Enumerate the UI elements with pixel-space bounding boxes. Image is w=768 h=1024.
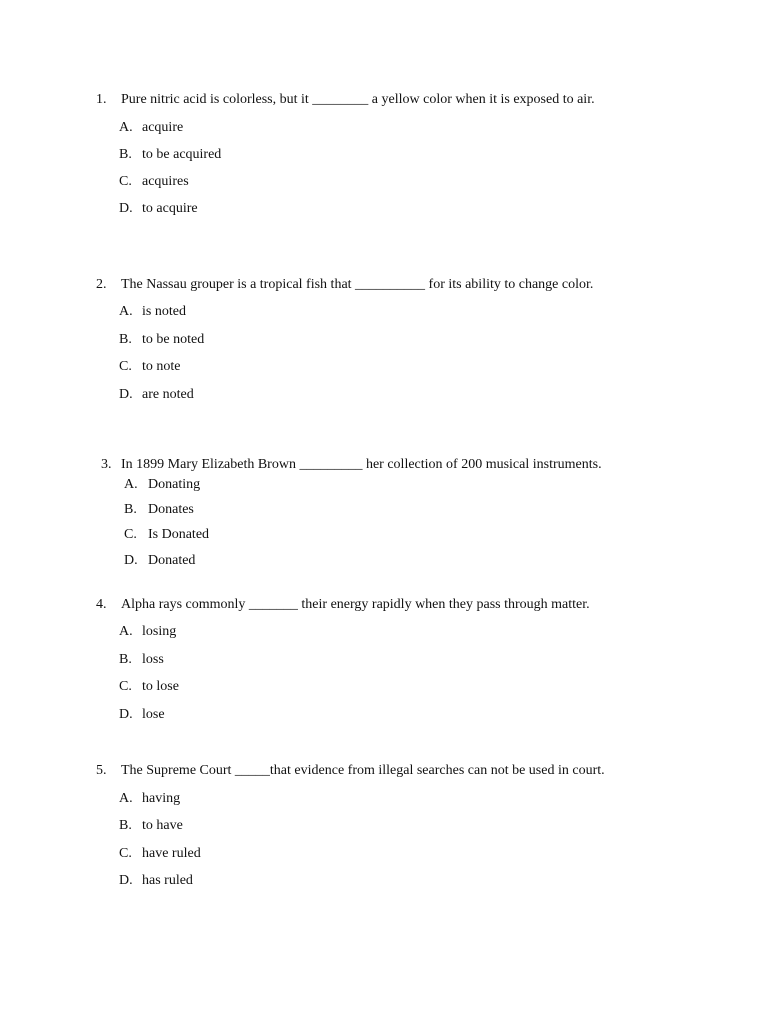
option-text: Donates [148, 502, 194, 517]
question-text: Pure nitric acid is colorless, but it ________ a yellow color when it is exposed to air. [121, 92, 595, 107]
option-letter: D. [119, 387, 133, 402]
option-letter: A. [119, 304, 133, 319]
option-1c [0, 173, 768, 193]
question-text: In 1899 Mary Elizabeth Brown _________ her collection of 200 musical instruments. [121, 457, 602, 472]
question-1 [0, 91, 768, 113]
option-3a [0, 476, 768, 496]
option-5b [0, 817, 768, 837]
question-3 [0, 456, 768, 478]
option-letter: A. [119, 624, 133, 639]
option-letter: A. [124, 477, 138, 492]
option-5c [0, 845, 768, 865]
option-letter: B. [119, 652, 132, 667]
option-letter: D. [119, 707, 133, 722]
option-letter: A. [119, 791, 133, 806]
option-text: has ruled [142, 873, 193, 888]
option-text: Donated [148, 553, 196, 568]
option-text: is noted [142, 304, 186, 319]
option-2c [0, 358, 768, 378]
option-letter: D. [124, 553, 138, 568]
question-number: 2. [96, 277, 107, 292]
option-text: having [142, 791, 181, 806]
option-text: acquires [142, 174, 189, 189]
question-number: 1. [96, 92, 107, 107]
question-number: 5. [96, 763, 107, 778]
option-text: have ruled [142, 846, 201, 861]
question-5 [0, 762, 768, 784]
question-2 [0, 276, 768, 298]
option-text: loss [142, 652, 164, 667]
option-letter: B. [124, 502, 137, 517]
option-4a [0, 623, 768, 643]
question-text: The Supreme Court _____that evidence from illegal searches can not be used in court. [121, 763, 605, 778]
option-letter: C. [119, 359, 132, 374]
option-1b [0, 146, 768, 166]
option-text: to have [142, 818, 183, 833]
option-letter: B. [119, 147, 132, 162]
option-letter: C. [124, 527, 137, 542]
option-text: to be noted [142, 332, 205, 347]
option-letter: C. [119, 174, 132, 189]
option-3b [0, 501, 768, 521]
option-text: Is Donated [148, 527, 210, 542]
option-2a [0, 303, 768, 323]
question-number: 3. [101, 457, 112, 472]
option-letter: D. [119, 873, 133, 888]
option-5d [0, 872, 768, 892]
option-text: acquire [142, 120, 184, 135]
option-3d [0, 552, 768, 572]
option-text: are noted [142, 387, 194, 402]
option-1d [0, 200, 768, 220]
option-5a [0, 790, 768, 810]
question-4 [0, 596, 768, 618]
option-letter: B. [119, 818, 132, 833]
option-4c [0, 678, 768, 698]
option-text: lose [142, 707, 165, 722]
question-text: The Nassau grouper is a tropical fish that __________ for its ability to change color. [121, 277, 594, 292]
option-text: to lose [142, 679, 179, 694]
option-letter: C. [119, 846, 132, 861]
option-4b [0, 651, 768, 671]
option-4d [0, 706, 768, 726]
option-2b [0, 331, 768, 351]
option-text: to be acquired [142, 147, 222, 162]
option-2d [0, 386, 768, 406]
option-text: to note [142, 359, 181, 374]
option-1a [0, 119, 768, 139]
question-number: 4. [96, 597, 107, 612]
option-letter: A. [119, 120, 133, 135]
option-letter: C. [119, 679, 132, 694]
option-letter: B. [119, 332, 132, 347]
question-text: Alpha rays commonly _______ their energy rapidly when they pass through matter. [121, 597, 590, 612]
option-letter: D. [119, 201, 133, 216]
option-3c [0, 526, 768, 546]
option-text: Donating [148, 477, 201, 492]
option-text: losing [142, 624, 177, 639]
option-text: to acquire [142, 201, 198, 216]
